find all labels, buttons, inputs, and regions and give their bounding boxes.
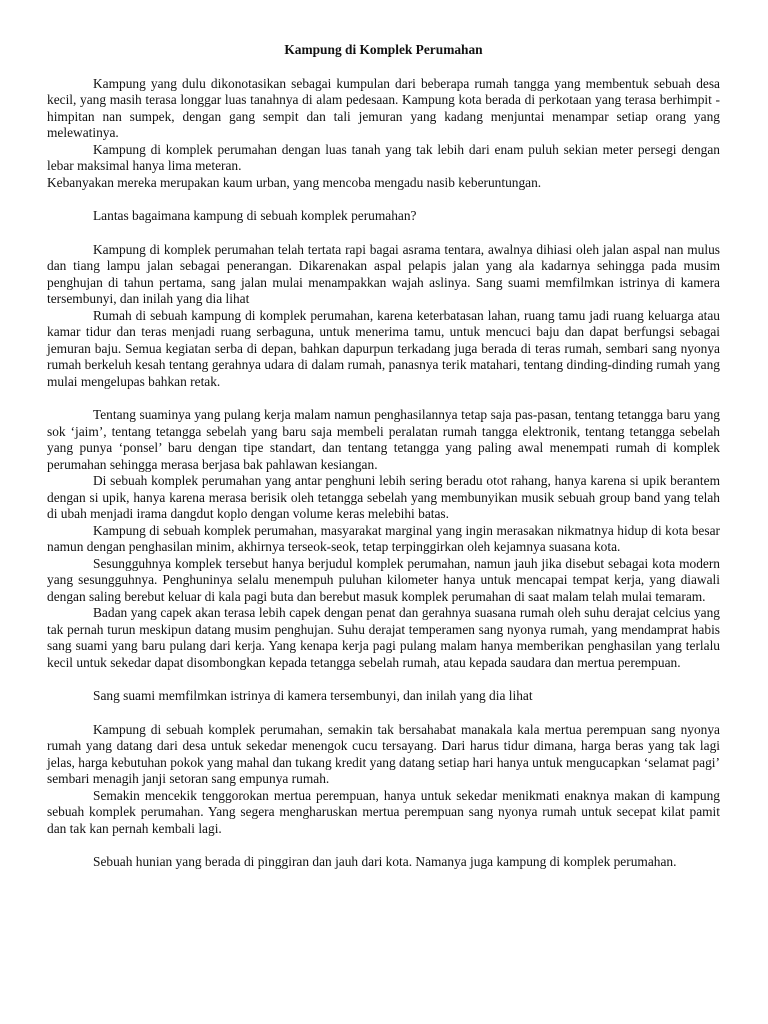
paragraph-sebuah-hunian: Sebuah hunian yang berada di pinggiran dan jauh dari kota. Namanya juga kampung di komplek perumahan. [93,854,677,869]
paragraph-jalan-aspal: Kampung di komplek perumahan telah tertata rapi bagai asrama tentara, awalnya dihiasi oleh jalan aspal nan mulus dan tiang lampu jalan sebagai penerangan. Dikarenakan aspal pelapis jalan yang ala kadarnya sehingga pada musim penghujan di tahun pertama, sang jalan mulai menampakkan wajah aslinya. Sang suami memfilmkan istrinya di kamera tersembunyi, dan inilah yang dia lihat [47,241,720,306]
paragraph-kaum-urban: Kebanyakan mereka merupakan kaum urban, yang mencoba mengadu nasib keberuntungan. [47,174,542,190]
paragraph-rumah-kampung: Rumah di sebuah kampung di komplek perumahan, karena keterbatasan lahan, ruang tamu jadi ruang keluarga atau kamar tidur dan teras menjadi ruang serbaguna, untuk menerima tamu, untuk mencuci baju dan dapat berfungsi sebagai jemuran baju. Semua kegiatan serba di depan, bahkan dapurpun terkadang juga berada di teras rumah, sembari sang nyonya rumah berkeluh kesah tentang gerahnya udara di dalam rumah, panasnya terik matahari, tentang dinding-dinding rumah yang mulai mengelupas bahkan retak. [47,307,720,389]
paragraph-sang-suami: Sang suami memfilmkan istrinya di kamera tersembunyi, dan inilah yang dia lihat [93,688,533,703]
paragraph-tentang-suami: Tentang suaminya yang pulang kerja malam namun penghasilannya tetap saja pas-pasan, tentang tetangga baru yang sok ‘jaim’, tentang tetangga sebelah yang baru saja membeli peralatan rumah tangga elektronik, tentang tetangga sebelah yang punya ‘ponsel’ baru dengan tipe standart, dan tentang tetangga yang paling awal menempati rumah di komplek perumahan sehingga merasa berjasa bak pahlawan kesiangan. [47,407,720,472]
paragraph-kampung-definition: Kampung yang dulu dikonotasikan sebagai kumpulan dari beberapa rumah tangga yang membentuk sebuah desa kecil, yang masih terasa longgar luas tanahnya di alam pedesaan. Kampung kota berada di perkotaan yang terasa berhimpit -himpitan nan sumpek, dengan gang sempit dan tali jemuran yang kadang menjuntai menampar setiap orang yang melewatinya. [47,75,720,140]
paragraph-mencekik: Semakin mencekik tenggorokan mertua perempuan, hanya untuk sekedar menikmati enaknya makan di kampung sebuah komplek perumahan. Yang segera mengharuskan mertua perempuan sang nyonya rumah untuk secepat kilat pamit dan tak kan pernah kembali lagi. [47,787,720,836]
paragraph-badan-capek: Badan yang capek akan terasa lebih capek dengan penat dan gerahnya suasana rumah oleh suhu derajat celcius yang tak pernah turun meskipun datang musim penghujan. Suhu derajat temperamen sang nyonya rumah, yang mendamprat habis sang suami yang baru pulang dari kerja. Yang kenapa kerja pagi pulang malam hanya memberikan penghasilan yang terlalu kecil untuk sekedar dapat disombongkan kepada tetangga sebelah rumah, atau kepada saudara dan mertua perempuan. [47,605,720,670]
paragraph-mertua-perempuan: Kampung di sebuah komplek perumahan, semakin tak bersahabat manakala kala mertua perempuan sang nyonya rumah yang datang dari desa untuk sekedar menengok cucu tersayang. Dari harus tidur dimana, harga beras yang tak lagi jelas, harga kebutuhan pokok yang mahal dan tukang kredit yang datang setiap hari hanya untuk mengucapkan ‘selamat pagi’ sembari menagih janji setoran sang empunya rumah. [47,721,720,786]
paragraph-kota-modern: Sesungguhnya komplek tersebut hanya berjudul komplek perumahan, namun jauh jika disebut sebagai kota modern yang sesungguhnya. Penghuninya selalu menempuh puluhan kilometer hanya untuk mencapai tempat kerja, yang diawali dengan saling berebut keluar di kala pagi buta dan berebut masuk komplek perumahan di saat malam telah mulai temaram. [47,555,720,604]
paragraph-antar-penghuni: Di sebuah komplek perumahan yang antar penghuni lebih sering beradu otot rahang, hanya karena si upik berantem dengan si upik, hanya karena merasa berisik oleh tetangga sebelah yang membunyikan musik sebuah group band yang telah di ubah menjadi irama dangdut koplo dengan volume keras melebihi batas. [47,473,720,521]
document-page [47,40,720,871]
paragraph-question: Lantas bagaimana kampung di sebuah komplek perumahan? [93,208,417,223]
paragraph-komplek-land-size: Kampung di komplek perumahan dengan luas tanah yang tak lebih dari enam puluh sekian meter persegi dengan lebar maksimal hanya lima meteran. [47,141,720,173]
paragraph-masyarakat-marginal: Kampung di sebuah komplek perumahan, masyarakat marginal yang ingin merasakan nikmatnya hidup di kota besar namun dengan penghasilan minim, akhirnya terseok-seok, tetap terpinggirkan oleh kejamnya suasana kota. [47,522,720,554]
document-title: Kampung di Komplek Perumahan [284,42,483,57]
